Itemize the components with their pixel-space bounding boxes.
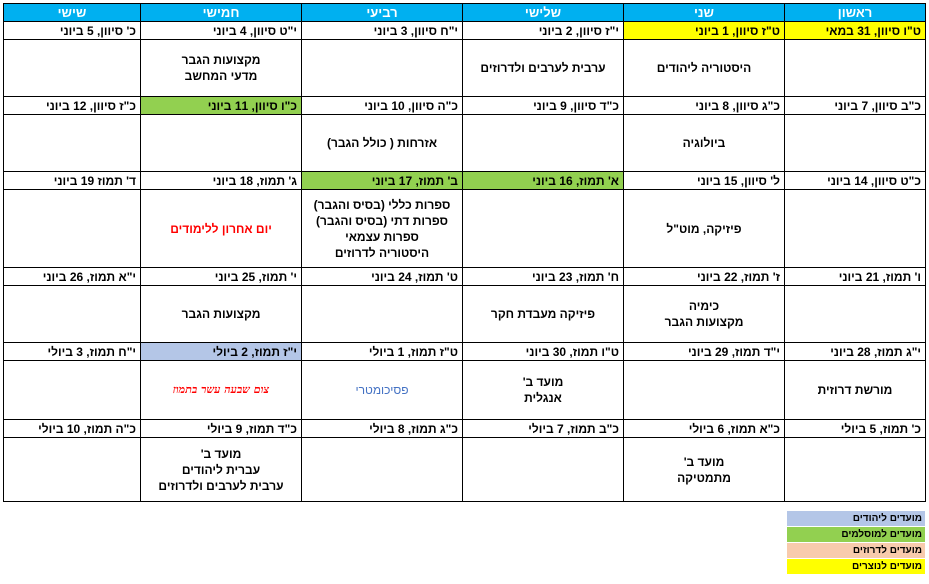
subject-cell	[785, 115, 926, 172]
date-cell: כ"ד תמוז, 9 ביולי	[141, 420, 302, 438]
subject-cell	[141, 438, 302, 502]
subject-cell	[4, 40, 141, 97]
subject-text: פיזיקה, מוט"ל	[666, 221, 742, 236]
subject-text: ערבית לערבים ולדרוזים	[480, 61, 606, 75]
date-cell: י"א תמוז, 26 ביוני	[4, 268, 141, 286]
day-header-row	[4, 4, 926, 22]
subjects-row	[4, 190, 926, 268]
subject-cell	[302, 115, 463, 172]
day-header-wednesday: רביעי	[302, 4, 463, 22]
subject-cell	[624, 438, 785, 502]
subject-cell	[4, 361, 141, 420]
subject-cell	[302, 286, 463, 343]
date-cell: כ' תמוז, 5 ביולי	[785, 420, 926, 438]
subject-cell	[624, 40, 785, 97]
date-cell: א' תמוז, 16 ביוני	[463, 172, 624, 190]
subject-text: מקצועות הגבר	[664, 315, 744, 329]
date-cell: ט"ז סיוון, 1 ביוני	[624, 22, 785, 40]
day-header-friday: שישי	[4, 4, 141, 22]
subject-cell	[4, 115, 141, 172]
exam-calendar-table	[3, 3, 926, 502]
legend-christian: מועדים לנוצרים	[787, 559, 925, 574]
subjects-row	[4, 115, 926, 172]
subject-cell	[785, 40, 926, 97]
date-row	[4, 22, 926, 40]
subject-cell	[4, 190, 141, 268]
subject-text: היסטוריה לדרוזים	[334, 245, 430, 260]
subject-text: עברית ליהודים	[181, 462, 261, 477]
date-cell: י"ג תמוז, 28 ביוני	[785, 343, 926, 361]
date-cell: ט' תמוז, 24 ביוני	[302, 268, 463, 286]
subject-cell	[302, 361, 463, 420]
legend-muslim: מועדים למוסלמים	[787, 527, 925, 542]
legend-druze: מועדים לדרוזים	[787, 543, 925, 558]
subject-cell	[463, 438, 624, 502]
date-cell: כ"ד סיוון, 9 ביוני	[463, 97, 624, 115]
date-cell: י"ט סיוון, 4 ביוני	[141, 22, 302, 40]
subject-cell	[785, 190, 926, 268]
date-cell: ל' סיוון, 15 ביוני	[624, 172, 785, 190]
subject-text: היסטוריה ליהודים	[656, 61, 752, 75]
subjects-row	[4, 40, 926, 97]
subject-cell	[463, 361, 624, 420]
date-cell: ט"ז תמוז, 1 ביולי	[302, 343, 463, 361]
subject-cell	[785, 286, 926, 343]
subject-cell	[624, 286, 785, 343]
subject-cell	[785, 361, 926, 420]
date-cell: כ"ג סיוון, 8 ביוני	[624, 97, 785, 115]
subject-cell	[463, 190, 624, 268]
day-header-thursday: חמישי	[141, 4, 302, 22]
subject-cell	[141, 115, 302, 172]
last-school-day-note: יום אחרון ללימודים	[170, 221, 272, 236]
date-cell: ו' תמוז, 21 ביוני	[785, 268, 926, 286]
subject-text: מועד ב'	[200, 446, 242, 461]
date-cell: כ"ה תמוז, 10 ביולי	[4, 420, 141, 438]
subject-cell	[624, 115, 785, 172]
date-cell: כ"ב תמוז, 7 ביולי	[463, 420, 624, 438]
subject-cell	[463, 40, 624, 97]
subject-cell	[463, 115, 624, 172]
date-cell: ט"ו סיוון, 31 במאי	[785, 22, 926, 40]
legend-jewish: מועדים ליהודים	[787, 511, 925, 526]
fast-day-note: צום שבעה עשר בתמוז	[172, 383, 270, 396]
subject-text: כימיה	[688, 299, 720, 313]
subjects-row	[4, 361, 926, 420]
subjects-row	[4, 438, 926, 502]
subject-text: מקצועות הגבר	[181, 53, 261, 67]
day-header-tuesday: שלישי	[463, 4, 624, 22]
subject-text: ספרות דתי (בסיס והגבר)	[316, 213, 448, 228]
date-cell: ג' תמוז, 18 ביוני	[141, 172, 302, 190]
date-cell: ח' תמוז, 23 ביוני	[463, 268, 624, 286]
date-cell: כ"ג תמוז, 8 ביולי	[302, 420, 463, 438]
date-cell: י"ח תמוז, 3 ביולי	[4, 343, 141, 361]
subject-text: מועד ב'	[683, 454, 725, 469]
subject-text: מקצועות הגבר	[181, 307, 261, 321]
subject-text: מתמטיקה	[677, 470, 731, 485]
subject-cell	[785, 438, 926, 502]
subject-text: ספרות כללי (בסיס והגבר)	[313, 197, 451, 212]
day-header-monday: שני	[624, 4, 785, 22]
subject-cell	[463, 286, 624, 343]
date-cell: ב' תמוז, 17 ביוני	[302, 172, 463, 190]
subject-text: פיזיקה מעבדת חקר	[490, 307, 596, 321]
date-cell: כ"ו סיוון, 11 ביוני	[141, 97, 302, 115]
date-cell: י"ד תמוז, 29 ביוני	[624, 343, 785, 361]
date-cell: י"ז תמוז, 2 ביולי	[141, 343, 302, 361]
date-row	[4, 172, 926, 190]
date-cell: ט"ו תמוז, 30 ביוני	[463, 343, 624, 361]
date-row	[4, 420, 926, 438]
subject-cell	[141, 40, 302, 97]
subject-cell	[302, 40, 463, 97]
subject-cell	[4, 438, 141, 502]
date-cell: י"ז סיוון, 2 ביוני	[463, 22, 624, 40]
subject-text: מועד ב'	[522, 375, 564, 389]
subject-text: אזרחות ( כולל הגבר)	[326, 136, 438, 150]
date-cell: כ"ה סיוון, 10 ביוני	[302, 97, 463, 115]
date-cell: י"ח סיוון, 3 ביוני	[302, 22, 463, 40]
date-cell: ד' תמוז 19 ביוני	[4, 172, 141, 190]
date-cell: י' תמוז, 25 ביוני	[141, 268, 302, 286]
subjects-row	[4, 286, 926, 343]
subject-cell	[141, 361, 302, 420]
date-cell: כ' סיוון, 5 ביוני	[4, 22, 141, 40]
date-cell: כ"ב סיוון, 7 ביוני	[785, 97, 926, 115]
day-header-sunday: ראשון	[785, 4, 926, 22]
psychometric-note: פסיכומטרי	[355, 383, 409, 397]
subject-text: ביולוגיה	[682, 136, 726, 150]
date-row	[4, 268, 926, 286]
date-cell: כ"ז סיוון, 12 ביוני	[4, 97, 141, 115]
subject-cell	[141, 190, 302, 268]
date-cell: כ"א תמוז, 6 ביולי	[624, 420, 785, 438]
subject-cell	[302, 438, 463, 502]
subject-cell	[4, 286, 141, 343]
subject-cell	[141, 286, 302, 343]
subject-text: ערבית לערבים ולדרוזים	[158, 478, 284, 493]
subject-cell	[624, 190, 785, 268]
subject-cell	[624, 361, 785, 420]
subject-text: מדעי המחשב	[184, 69, 258, 83]
subject-text: מורשת דרוזית	[817, 383, 893, 397]
date-cell: ז' תמוז, 22 ביוני	[624, 268, 785, 286]
date-cell: כ"ט סיוון, 14 ביוני	[785, 172, 926, 190]
subject-text: אנגלית	[524, 391, 562, 405]
date-row	[4, 97, 926, 115]
subject-text: ספרות עצמאי	[345, 229, 419, 244]
date-row	[4, 343, 926, 361]
subject-cell	[302, 190, 463, 268]
